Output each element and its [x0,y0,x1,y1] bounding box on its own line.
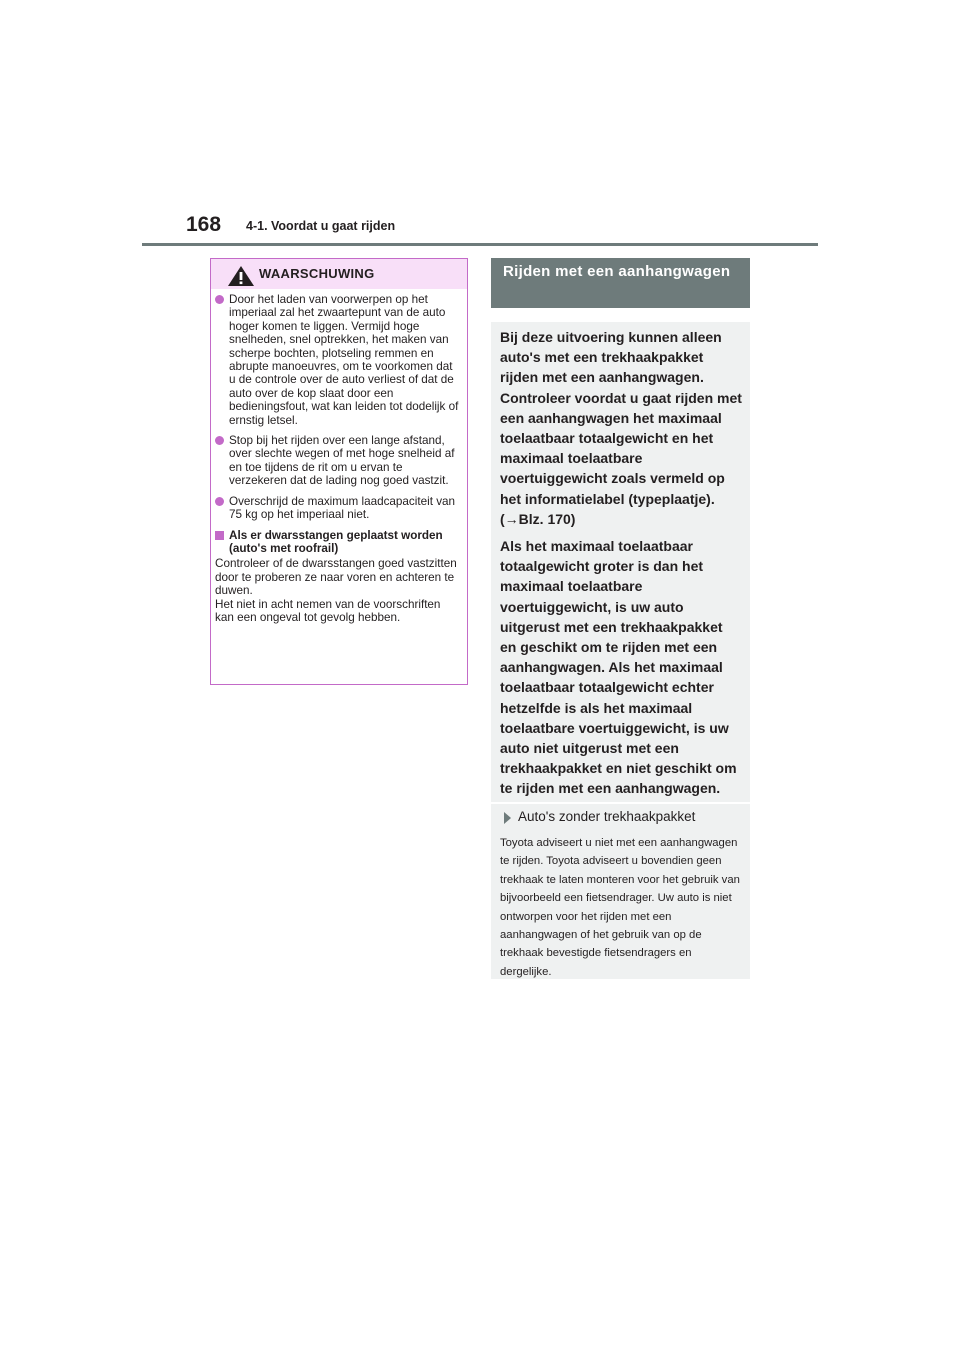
warning-bullet [215,495,461,522]
warning-subheading [215,529,461,556]
warning-title: WAARSCHUWING [259,266,375,281]
warning-box [210,258,468,685]
running-head: 4-1. Voordat u gaat rijden [246,219,396,233]
warning-bullet-text: Overschrijd de maximum laadcapaciteit van 75 kg op het imperiaal niet. [229,494,456,522]
subsection-box [491,804,750,979]
warning-body [211,289,467,624]
square-bullet-icon [215,531,224,540]
warning-paragraph: Controleer of de dwarsstangen goed vastzitten door te proberen ze naar voren en achteren te duwen. [215,557,457,598]
warning-triangle-icon [227,265,255,287]
bullet-dot-icon [215,436,224,445]
subsection-title-text: Auto's zonder trekhaakpakket [518,809,696,824]
intro-paragraph: Bij deze uitvoering kunnen alleen auto's met een trekhaakpakket rijden met een aanhangwagen. Controleer voordat u gaat rijden met een aanhangwagen het maximaal toelaatbaar totaalgewicht en het maximaal toelaatbare voertuiggewicht zoals vermeld op het informatielabel (typeplaatje). [500,329,742,507]
triangle-bullet-icon [504,812,511,824]
page-number: 168 [186,213,222,236]
bullet-dot-icon [215,295,224,304]
warning-bullet [215,434,461,488]
subsection-title [500,809,742,824]
header-rule [142,243,818,246]
intro-paragraph: Als het maximaal toelaatbaar totaalgewicht groter is dan het maximaal toelaatbare voertuiggewicht, is uw auto uitgerust met een trekhaakpakket en geschikt om te rijden met een aanhangwagen. Als het maximaal toelaatbaar totaalgewicht echter hetzelfde is als het maximaal toelaatbare voertuiggewicht, is uw auto niet uitgerust met een trekhaakpakket en niet geschikt om te rijden met een aanhangwagen. [500,538,737,797]
warning-bullet [215,293,461,427]
page-reference: (→Blz. 170) [500,510,576,527]
bullet-dot-icon [215,497,224,506]
intro-box [491,322,750,802]
warning-header [211,259,467,289]
subsection-text: Toyota adviseert u niet met een aanhangwagen te rijden. Toyota adviseert u bovendien geen trekhaak te laten monteren voor het gebruik van bijvoorbeeld een fietsendrager. Uw auto is niet ontworpen voor het rijden met een aanhangwagen of het gebruik van op de trekhaak bevestigde fietsendragers en dergelijke. [500,837,740,978]
section-title: Rijden met een aanhangwagen [491,258,750,308]
warning-subheading-text: Als er dwarsstangen geplaatst worden (auto's met roofrail) [229,528,443,555]
warning-bullet-text: Door het laden van voorwerpen op het imperiaal zal het zwaartepunt van de auto hoger komen te liggen. Vermijd hoge snelheden, snel optrekken, het maken van scherpe bochten, plotseling remmen en abrupte manoeuvres, om te voorkomen dat u de controle over de auto verliest of dat de auto over de kop slaat door een bedieningsfout, wat kan leiden tot dodelijk of ernstig letsel. [229,293,459,427]
warning-paragraph: Het niet in acht nemen van de voorschriften kan een ongeval tot gevolg hebben. [215,597,441,624]
warning-bullet-text: Stop bij het rijden over een lange afstand, over slechte wegen of met hoge snelheid af en toe tijdens de rit om u ervan te verzekeren dat de lading nog goed vastzit. [229,434,455,488]
